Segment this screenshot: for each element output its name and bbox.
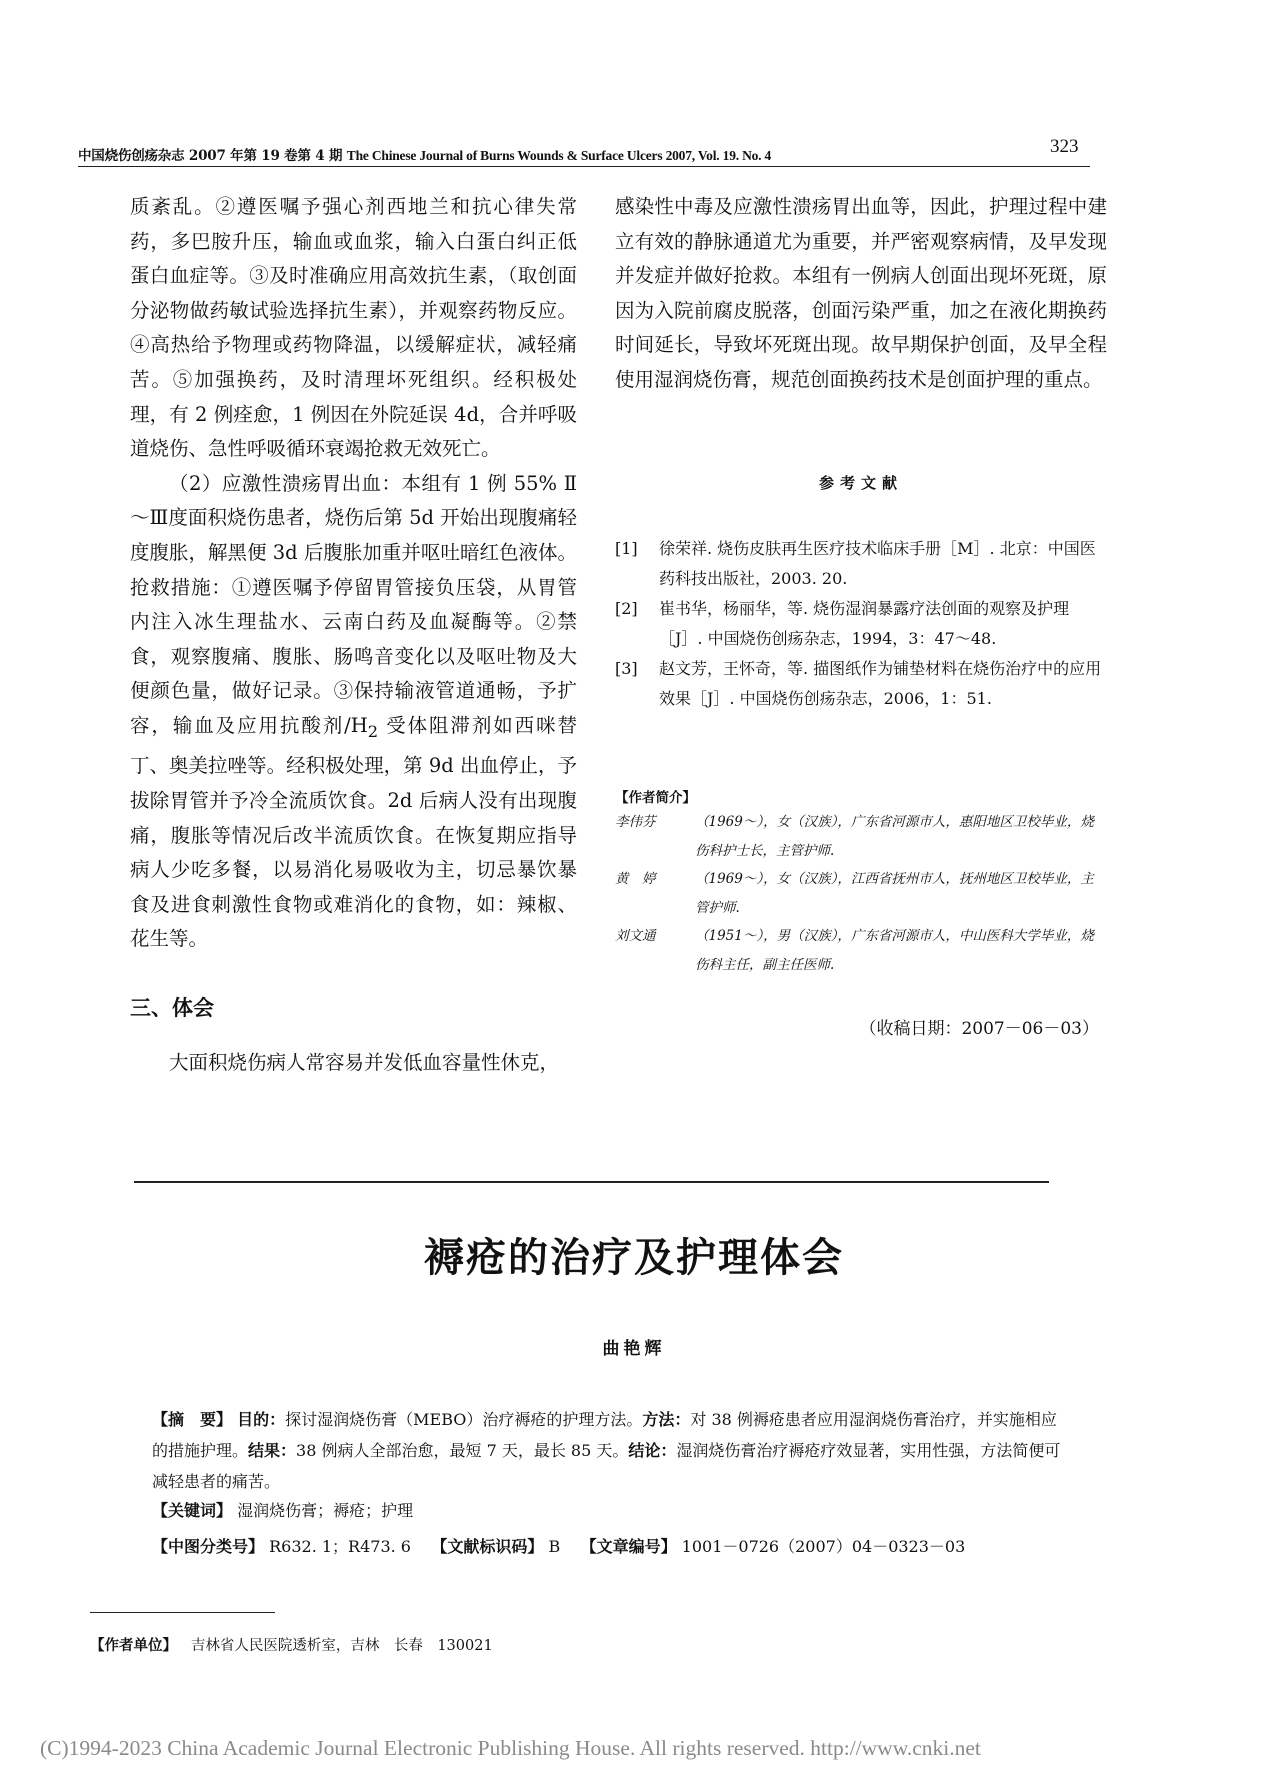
abstract-method-label: 方法： [642,1410,691,1429]
left-paragraph-1: 质紊乱。②遵医嘱予强心剂西地兰和抗心律失常药，多巴胺升压，输血或血浆，输入白蛋白纠正低蛋白血症等。③及时准确应用高效抗生素，（取创面分泌物做药敏试验选择抗生素），并观察药物反应。④高热给予物理或药物降温，以缓解症状，减轻痛苦。⑤加强换药，及时清理坏死组织。经积极处理，有 2 例痊愈，1 例因在外院延误 4d，合并呼吸道烧伤、急性呼吸循环衰竭抢救无效死亡。 [130,195,577,461]
reference-number: [2] [615,599,638,618]
footnote-rule [90,1612,275,1613]
article-number-label: 【文章编号】 [580,1537,677,1556]
reference-text: 崔书华，杨丽华，等. 烧伤湿润暴露疗法创面的观察及护理［J］. 中国烧伤创疡杂志，1994，3：47～48. [659,599,1070,648]
author-bio-item [615,922,1107,979]
header-rule [78,166,1090,167]
keywords-label: 【关键词】 [152,1501,233,1520]
author-bio-name: 黄 婷 [615,871,656,887]
article-number-value: 1001－0726（2007）04－0323－03 [681,1537,966,1556]
clc-label: 【中图分类号】 [152,1537,265,1556]
author-bio-text: （1969～），女（汉族），广东省河源市人，惠阳地区卫校毕业，烧伤科护士长，主管护师. [695,814,1094,859]
abstract-result: 38 例病人全部治愈，最短 7 天，最长 85 天。 [296,1441,629,1460]
author-bio-item [615,808,1107,865]
left-paragraph-2a: （2）应激性溃疡胃出血：本组有 1 例 55% Ⅱ～Ⅲ度面积烧伤患者，烧伤后第 5d 开始出现腹痛轻度腹胀，解黑便 3d 后腹胀加重并呕吐暗红色液体。抢救措施：①遵医嘱予停留胃管接负压袋，从胃管内注入冰生理盐水、云南白药及血凝酶等。②禁食，观察腹痛、腹胀、肠鸣音变化以及呕吐物及大便颜色量，做好记录。③保持输液管道通畅，予扩容，输血及应用抗酸剂/H [130,471,577,737]
classification [152,1534,1067,1557]
abstract-purpose-label: 目的： [237,1410,286,1429]
right-paragraph-1: 感染性中毒及应激性溃疡胃出血等，因此，护理过程中建立有效的静脉通道尤为重要，并严密观察病情，及早发现并发症并做好抢救。本组有一例病人创面出现坏死斑，原因为入院前腐皮脱落，创面污染严重，加之在液化期换药时间延长，导致坏死斑出现。故早期保护创面，及早全程使用湿润烧伤膏，规范创面换药技术是创面护理的重点。 [615,195,1107,391]
reference-number: [3] [615,659,638,678]
references-title: 参考文献 [818,474,903,492]
received-date: （收稿日期：2007－06－03） [859,1019,1099,1039]
references-list [615,534,1107,714]
abstract-conclusion-label: 结论： [628,1441,677,1460]
left-paragraph-2 [130,467,577,957]
reference-text: 徐荣祥. 烧伤皮肤再生医疗技术临床手册［M］. 北京：中国医药科技出版社，2003. 20. [659,539,1096,588]
keywords [152,1498,1067,1521]
abstract-purpose: 探讨湿润烧伤膏（MEBO）治疗褥疮的护理方法。 [285,1410,643,1429]
running-head [78,144,938,164]
keywords-value: 湿润烧伤膏；褥疮；护理 [237,1501,414,1520]
page-number: 323 [1050,136,1079,157]
abstract-method: 对 38 例褥疮患者应用湿润烧伤膏治疗，并实施相应的措施护理。 [152,1410,1057,1460]
affiliation [90,1634,493,1655]
author-bio-name: 刘文通 [615,928,656,944]
section-body: 大面积烧伤病人常容易并发低血容量性休克， [169,1051,560,1074]
author-bio-name: 李伟芬 [615,814,656,830]
reference-number: [1] [615,539,638,558]
abstract-label: 【摘 要】 [152,1410,233,1429]
reference-item [615,534,1107,593]
author-bio-list [615,808,1107,979]
article-title: 褥疮的治疗及护理体会 [424,1235,844,1281]
abstract-result-label: 结果： [248,1441,297,1460]
reference-text: 赵文芳，王怀奇，等. 描图纸作为铺垫材料在烧伤治疗中的应用效果［J］. 中国烧伤创疡杂志，2006，1：51. [659,659,1102,708]
author-bio-text: （1969～），女（汉族），江西省抚州市人，抚州地区卫校毕业，主管护师. [695,871,1094,916]
doc-code-label: 【文献标识码】 [431,1537,544,1556]
subscript-2: 2 [367,721,379,741]
reference-item [615,654,1107,713]
abstract-conclusion: 湿润烧伤膏治疗褥疮疗效显著，实用性强，方法简便可减轻患者的痛苦。 [152,1441,1061,1491]
article-author: 曲艳辉 [602,1339,666,1359]
article-divider [134,1181,1049,1183]
reference-item [615,594,1107,653]
affiliation-value: 吉林省人民医院透析室，吉林 长春 130021 [190,1638,493,1654]
copyright-watermark: (C)1994-2023 China Academic Journal Electronic Publishing House. All rights reserved. http://www.cnki.net [40,1736,981,1760]
affiliation-label: 【作者单位】 [90,1638,177,1654]
running-head-cn: 中国烧伤创疡杂志 2007 年第 19 卷第 4 期 [78,148,343,164]
author-bio-item [615,865,1107,922]
clc-value: R632. 1；R473. 6 [269,1537,411,1556]
right-column [615,190,1107,398]
section-title: 三、体会 [130,996,214,1020]
author-bio-text: （1951～），男（汉族），广东省河源市人，中山医科大学毕业，烧伤科主任，副主任医师. [695,928,1094,973]
abstract [152,1404,1067,1497]
doc-code-value: B [548,1537,561,1556]
left-column [130,190,577,957]
left-paragraph-2b: 受体阻滞剂如西咪替丁、奥美拉唑等。经积极处理，第 9d 出血停止，予拔除胃管并予冷全流质饮食。2d 后病人没有出现腹痛，腹胀等情况后改半流质饮食。在恢复期应指导病人少吃多餐，以易消化易吸收为主，切忌暴饮暴食及进食刺激性食物或难消化的食物，如：辣椒、花生等。 [130,713,578,951]
running-head-en: The Chinese Journal of Burns Wounds & Surface Ulcers 2007, Vol. 19. No. 4 [346,148,772,163]
author-bio-title: 【作者简介】 [615,790,696,806]
